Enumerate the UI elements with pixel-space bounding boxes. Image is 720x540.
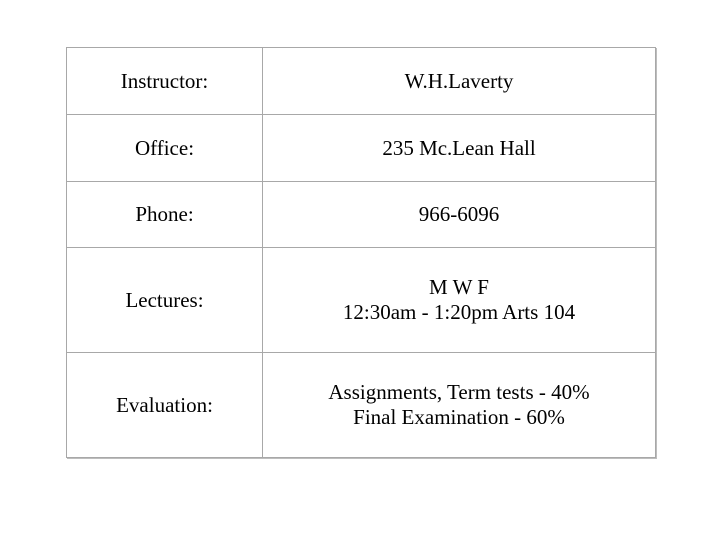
office-location: 235 Mc.Lean Hall bbox=[382, 135, 536, 160]
phone-number: 966-6096 bbox=[418, 202, 500, 226]
instructor-row bbox=[67, 48, 656, 115]
evaluation-row bbox=[67, 353, 656, 458]
evaluation-final-exam: Final Examination - 60% bbox=[353, 405, 565, 429]
lecture-days: M W F bbox=[429, 275, 489, 299]
office-row bbox=[67, 115, 656, 182]
evaluation-assignments: Assignments, Term tests - 40% bbox=[328, 380, 590, 404]
instructor-value bbox=[263, 48, 656, 115]
lectures-row bbox=[67, 248, 656, 353]
instructor-label: Instructor: bbox=[67, 48, 263, 115]
lecture-time-location: 12:30am - 1:20pm Arts 104 bbox=[342, 300, 576, 324]
lectures-label: Lectures: bbox=[67, 248, 263, 353]
phone-value bbox=[263, 182, 656, 248]
phone-row bbox=[67, 182, 656, 248]
instructor-name: W.H.Laverty bbox=[404, 68, 514, 93]
office-value bbox=[263, 115, 656, 182]
lectures-value bbox=[263, 248, 656, 353]
evaluation-label: Evaluation: bbox=[67, 353, 263, 458]
office-label: Office: bbox=[67, 115, 263, 182]
phone-label: Phone: bbox=[67, 182, 263, 248]
course-info-table bbox=[66, 47, 656, 458]
evaluation-value bbox=[263, 353, 656, 458]
